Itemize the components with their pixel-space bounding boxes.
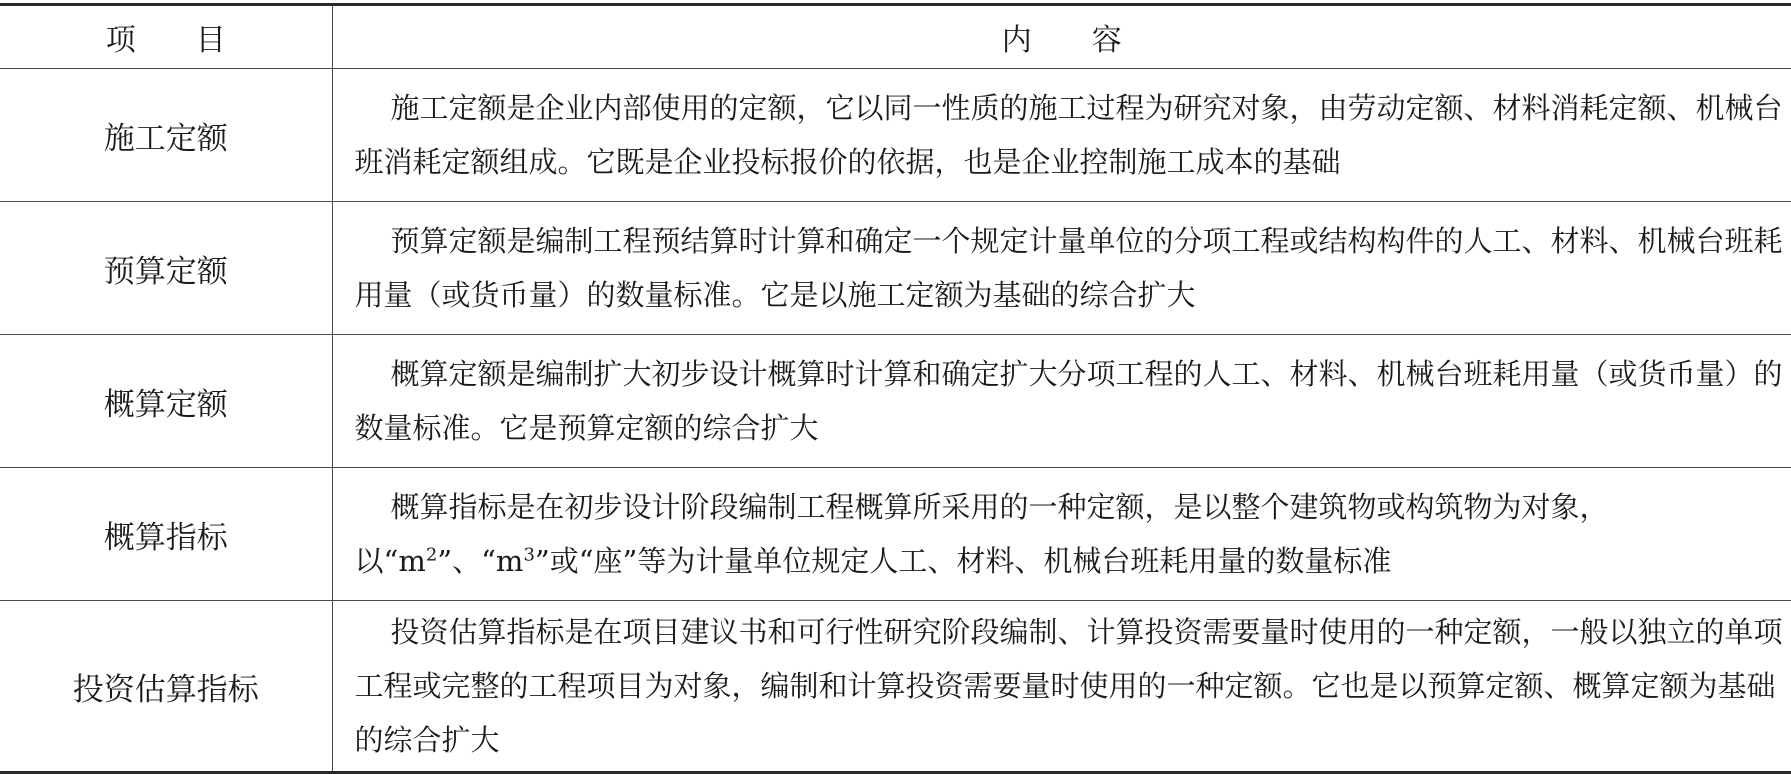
- row-item-cell: 投资估算指标: [0, 601, 332, 773]
- table-row: [0, 69, 1791, 202]
- superscript-2: 2: [425, 544, 438, 566]
- quota-type-table: [0, 3, 1791, 774]
- table-header: [0, 5, 1791, 69]
- table-row: [0, 202, 1791, 335]
- row-content-text: 施工定额是企业内部使用的定额，它以同一性质的施工过程为研究对象，由劳动定额、材料消耗定额、机械台班消耗定额组成。它既是企业投标报价的依据，也是企业控制施工成本的基础: [354, 91, 1783, 179]
- row-content-text-after: ”或“座”等为计量单位规定人工、材料、机械台班耗用量的数量标准: [534, 544, 1392, 578]
- row-item-cell: 概算定额: [0, 335, 332, 468]
- header-item: 项 目: [0, 5, 332, 69]
- row-content-text: 预算定额是编制工程预结算时计算和确定一个规定计量单位的分项工程或结构构件的人工、材料、机械台班耗用量（或货币量）的数量标准。它是以施工定额为基础的综合扩大: [354, 224, 1783, 312]
- row-item-cell: 概算指标: [0, 468, 332, 601]
- header-content: 内 容: [332, 5, 1791, 69]
- table-row: [0, 468, 1791, 601]
- row-content-text-before: 概算指标是在初步设计阶段编制工程概算所采用的一种定额，是以整个建筑物或构筑物为对象，以“m: [354, 490, 1609, 578]
- row-content-cell: [332, 202, 1791, 335]
- row-content-text: 概算定额是编制扩大初步设计概算时计算和确定扩大分项工程的人工、材料、机械台班耗用量（或货币量）的数量标准。它是预算定额的综合扩大: [354, 357, 1783, 445]
- row-item-cell: 施工定额: [0, 69, 332, 202]
- table-body: [0, 69, 1791, 773]
- table-row: [0, 601, 1791, 773]
- table-row: [0, 335, 1791, 468]
- row-content-text: 投资估算指标是在项目建议书和可行性研究阶段编制、计算投资需要量时使用的一种定额，一般以独立的单项工程或完整的工程项目为对象，编制和计算投资需要量时使用的一种定额。它也是以预算定额、概算定额为基础的综合扩大: [354, 615, 1783, 757]
- row-item-cell: 预算定额: [0, 202, 332, 335]
- row-content-cell: [332, 601, 1791, 773]
- row-content-cell: [332, 335, 1791, 468]
- row-content-cell: [332, 468, 1791, 601]
- header-row: [0, 5, 1791, 69]
- row-content-cell: [332, 69, 1791, 202]
- superscript-3: 3: [523, 544, 535, 566]
- row-content-text-mid: ”、“m: [437, 544, 524, 578]
